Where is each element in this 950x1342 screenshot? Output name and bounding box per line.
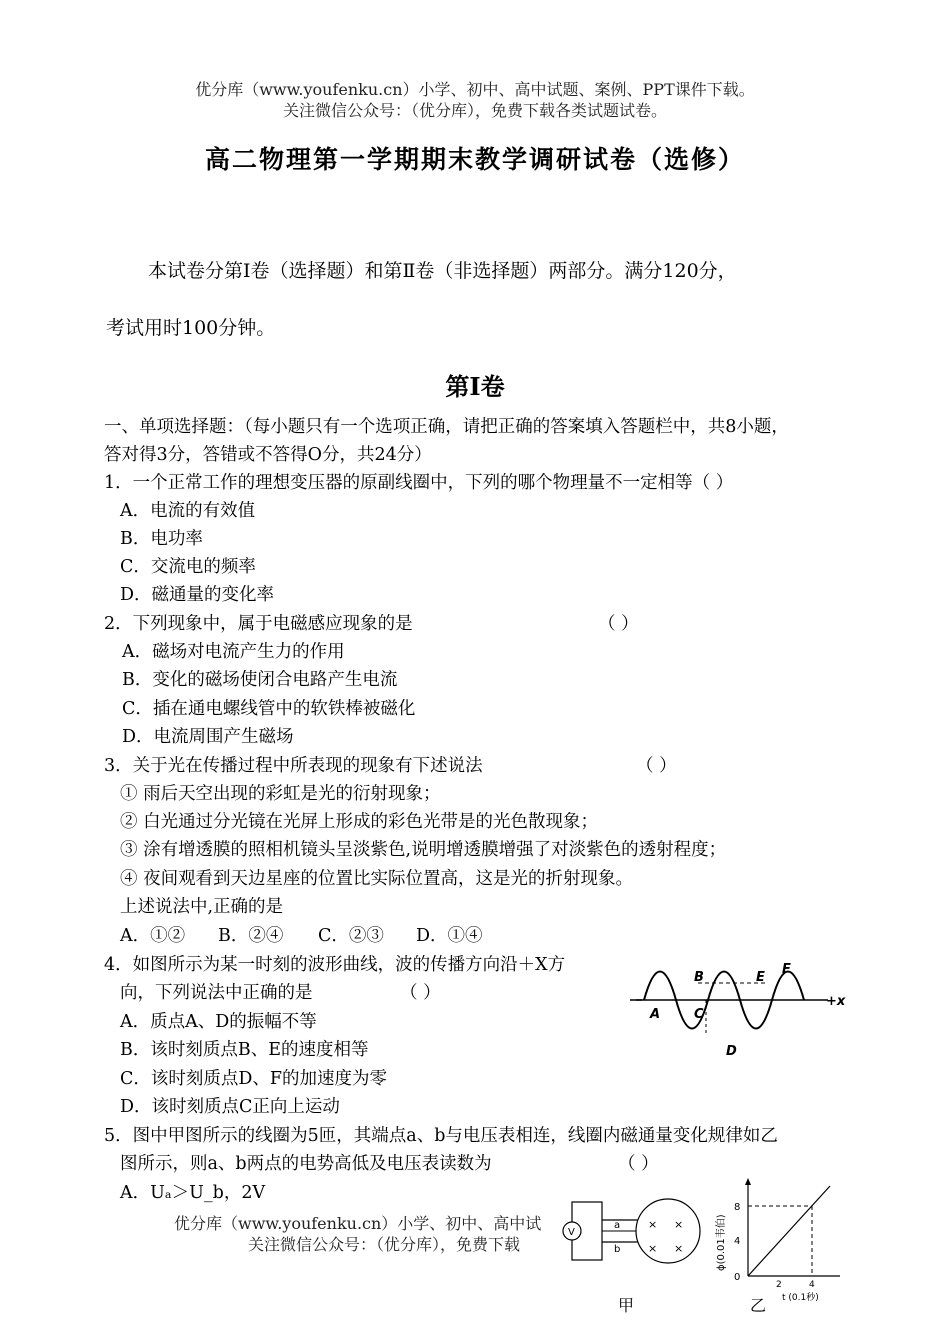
q2-answer-paren: （ ） bbox=[598, 614, 639, 634]
q3-stem: 3．关于光在传播过程中所表现的现象有下述说法 bbox=[104, 756, 483, 776]
q3-option-a: A．①② bbox=[120, 926, 186, 946]
cross-3: × bbox=[648, 1242, 658, 1255]
yi-ytick-4: 4 bbox=[734, 1236, 741, 1247]
q3-answer-paren: （ ） bbox=[636, 756, 677, 776]
q1-option-b: B．电功率 bbox=[120, 529, 203, 549]
yi-flux-line bbox=[748, 1186, 830, 1276]
q3-option-b: B．②④ bbox=[218, 926, 284, 946]
header-line-2: 关注微信公众号：（优分库），免费下载各类试题试卷。 bbox=[282, 101, 667, 120]
q4-option-b: B．该时刻质点B、E的速度相等 bbox=[120, 1040, 369, 1060]
q3-option-d: D．①④ bbox=[416, 926, 483, 946]
q4-stem-line-2: 向，下列说法中正确的是 bbox=[120, 983, 313, 1003]
wave-label-d: D bbox=[726, 1044, 737, 1059]
terminal-b-label: b bbox=[614, 1244, 621, 1255]
q5-answer-paren: （ ） bbox=[618, 1154, 659, 1174]
q1-option-c: C．交流电的频率 bbox=[120, 557, 256, 577]
cross-1: × bbox=[648, 1218, 658, 1231]
q5-option-a: A．Uₐ＞U_b，2V bbox=[120, 1183, 266, 1203]
q4-option-c: C．该时刻质点D、F的加速度为零 bbox=[120, 1069, 388, 1089]
wave-label-e: E bbox=[756, 970, 765, 985]
terminal-a-label: a bbox=[614, 1220, 621, 1231]
part1-line-1: 一、单项选择题：（每小题只有一个选项正确，请把正确的答案填入答题栏中，共8小题， bbox=[104, 417, 789, 437]
wave-label-c: C bbox=[694, 1007, 704, 1022]
intro-line-1: 本试卷分第Ⅰ卷（选择题）和第Ⅱ卷（非选择题）两部分。满分120分， bbox=[148, 260, 737, 282]
q5-stem-line-2: 图所示，则a、b两点的电势高低及电压表读数为 bbox=[120, 1154, 492, 1174]
q1-option-d: D．磁通量的变化率 bbox=[120, 585, 275, 605]
q4-stem-line-1: 4．如图所示为某一时刻的波形曲线，波的传播方向沿＋X方 bbox=[104, 955, 566, 975]
figure-jia-caption: 甲 bbox=[618, 1296, 635, 1315]
q3-statement-3: ③ 涂有增透膜的照相机镜头呈淡紫色,说明增透膜增强了对淡紫色的透射程度； bbox=[120, 840, 727, 860]
wave-label-a: A bbox=[650, 1007, 661, 1022]
q3-option-c: C．②③ bbox=[318, 926, 384, 946]
wave-label-b: B bbox=[694, 970, 704, 985]
q2-option-a: A．磁场对电流产生力的作用 bbox=[122, 642, 345, 662]
footer-line-1: 优分库（www.youfenku.cn）小学、初中、高中试 bbox=[174, 1214, 542, 1233]
intro-line-2: 考试用时100分钟。 bbox=[106, 317, 276, 339]
coil-circle bbox=[636, 1199, 700, 1263]
q3-statement-2: ② 白光通过分光镜在光屏上形成的彩色光带是的光色散现象； bbox=[120, 812, 599, 832]
cross-4: × bbox=[674, 1242, 684, 1255]
q2-stem: 2．下列现象中，属于电磁感应现象的是 bbox=[104, 614, 413, 634]
q5-figure-jia bbox=[560, 1190, 705, 1275]
q2-option-d: D．电流周围产生磁场 bbox=[122, 727, 294, 747]
voltmeter-label: V bbox=[568, 1227, 575, 1238]
q1-option-a: A．电流的有效值 bbox=[120, 501, 256, 521]
q5-figure-yi bbox=[710, 1176, 850, 1306]
part1-line-2: 答对得3分，答错或不答得O分，共24分） bbox=[104, 445, 432, 465]
header-line-1: 优分库（www.youfenku.cn）小学、初中、高中试题、案例、PPT课件下载。 bbox=[195, 80, 755, 99]
q3-conclusion: 上述说法中,正确的是 bbox=[120, 897, 284, 917]
q5-stem-line-1: 5．图中甲图所示的线圈为5匝，其端点a、b与电压表相连，线圈内磁通量变化规律如乙 bbox=[104, 1126, 778, 1146]
q3-statement-4: ④ 夜间观看到天边星座的位置比实际位置高，这是光的折射现象。 bbox=[120, 869, 634, 889]
yi-xtick-4: 4 bbox=[809, 1280, 815, 1290]
yi-xtick-2: 2 bbox=[776, 1280, 782, 1290]
footer-line-2: 关注微信公众号：（优分库），免费下载 bbox=[248, 1235, 521, 1254]
wave-label-f: F bbox=[782, 962, 791, 977]
yi-ytick-0: 0 bbox=[734, 1272, 741, 1283]
q4-wave-figure bbox=[628, 955, 850, 1060]
yi-ylabel: ϕ(0.01韦伯) bbox=[716, 1214, 727, 1271]
q4-option-a: A．质点A、D的振幅不等 bbox=[120, 1012, 317, 1032]
page-title: 高二物理第一学期期末教学调研试卷（选修） bbox=[204, 145, 745, 174]
q2-option-c: C．插在通电螺线管中的软铁棒被磁化 bbox=[122, 699, 416, 719]
yi-xlabel: t (0.1秒) bbox=[782, 1293, 819, 1303]
cross-2: × bbox=[674, 1218, 684, 1231]
section-title: 第Ⅰ卷 bbox=[445, 372, 505, 401]
q1-stem: 1．一个正常工作的理想变压器的原副线圈中，下列的哪个物理量不一定相等（ ） bbox=[104, 473, 734, 493]
q4-answer-paren: （ ） bbox=[400, 983, 441, 1003]
yi-ytick-8: 8 bbox=[734, 1202, 741, 1213]
q3-statement-1: ① 雨后天空出现的彩虹是光的衍射现象； bbox=[120, 784, 441, 804]
q4-option-d: D．该时刻质点C正向上运动 bbox=[120, 1097, 340, 1117]
wave-axis-label: +x bbox=[826, 994, 846, 1009]
q2-option-b: B．变化的磁场使闭合电路产生电流 bbox=[122, 670, 398, 690]
figure-yi-caption: 乙 bbox=[750, 1296, 767, 1315]
